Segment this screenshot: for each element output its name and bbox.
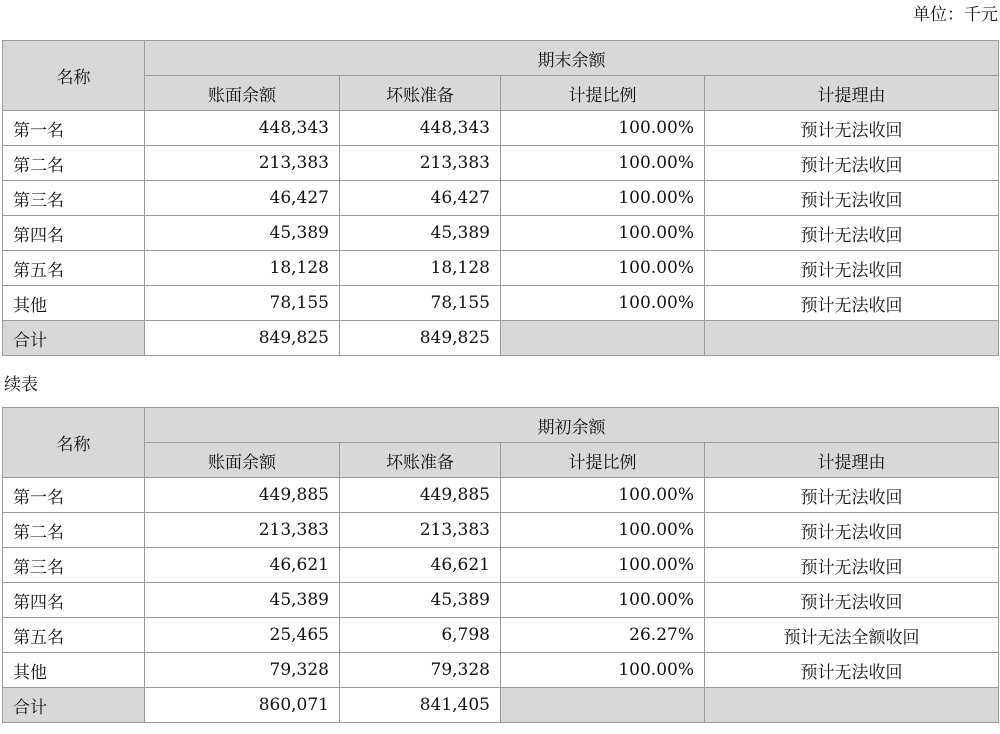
ratio-cell: 100.00% bbox=[501, 548, 705, 583]
ratio-header: 计提比例 bbox=[501, 76, 705, 111]
reason-header: 计提理由 bbox=[705, 443, 999, 478]
unit-label: 单位：千元 bbox=[913, 5, 998, 25]
total-book-balance: 860,071 bbox=[145, 688, 340, 723]
empty-cell bbox=[501, 321, 705, 356]
table-row bbox=[3, 583, 999, 618]
table-row bbox=[3, 653, 999, 688]
table-row bbox=[3, 286, 999, 321]
row-name: 第三名 bbox=[3, 181, 145, 216]
reason-cell: 预计无法收回 bbox=[705, 478, 999, 513]
book-balance-cell: 46,427 bbox=[145, 181, 340, 216]
table-row bbox=[3, 618, 999, 653]
bad-debt-header: 坏账准备 bbox=[340, 443, 501, 478]
total-label: 合计 bbox=[3, 688, 145, 723]
table-row bbox=[3, 216, 999, 251]
row-name: 第五名 bbox=[3, 618, 145, 653]
bad-debt-cell: 449,885 bbox=[340, 478, 501, 513]
book-balance-cell: 45,389 bbox=[145, 583, 340, 618]
ratio-cell: 100.00% bbox=[501, 478, 705, 513]
reason-cell: 预计无法收回 bbox=[705, 146, 999, 181]
bad-debt-cell: 213,383 bbox=[340, 513, 501, 548]
continued-label: 续表 bbox=[4, 375, 38, 395]
row-name: 第四名 bbox=[3, 216, 145, 251]
reason-cell: 预计无法收回 bbox=[705, 548, 999, 583]
row-name: 其他 bbox=[3, 286, 145, 321]
book-balance-cell: 78,155 bbox=[145, 286, 340, 321]
total-bad-debt: 849,825 bbox=[340, 321, 501, 356]
book-balance-cell: 449,885 bbox=[145, 478, 340, 513]
row-name: 其他 bbox=[3, 653, 145, 688]
ratio-cell: 100.00% bbox=[501, 653, 705, 688]
ratio-cell: 26.27% bbox=[501, 618, 705, 653]
table-row bbox=[3, 111, 999, 146]
book-balance-cell: 79,328 bbox=[145, 653, 340, 688]
ratio-cell: 100.00% bbox=[501, 583, 705, 618]
book-balance-header: 账面余额 bbox=[145, 76, 340, 111]
row-name: 第二名 bbox=[3, 513, 145, 548]
empty-cell bbox=[705, 321, 999, 356]
bad-debt-cell: 79,328 bbox=[340, 653, 501, 688]
ratio-cell: 100.00% bbox=[501, 251, 705, 286]
ratio-cell: 100.00% bbox=[501, 146, 705, 181]
opening-balance-table bbox=[2, 407, 999, 723]
total-bad-debt: 841,405 bbox=[340, 688, 501, 723]
reason-cell: 预计无法收回 bbox=[705, 111, 999, 146]
bad-debt-cell: 46,427 bbox=[340, 181, 501, 216]
name-column-header: 名称 bbox=[3, 41, 145, 111]
name-column-header: 名称 bbox=[3, 408, 145, 478]
bad-debt-cell: 45,389 bbox=[340, 216, 501, 251]
empty-cell bbox=[705, 688, 999, 723]
reason-cell: 预计无法收回 bbox=[705, 583, 999, 618]
total-row bbox=[3, 688, 999, 723]
reason-cell: 预计无法收回 bbox=[705, 286, 999, 321]
ratio-cell: 100.00% bbox=[501, 181, 705, 216]
reason-cell: 预计无法收回 bbox=[705, 181, 999, 216]
reason-cell: 预计无法全额收回 bbox=[705, 618, 999, 653]
ratio-cell: 100.00% bbox=[501, 111, 705, 146]
table-row bbox=[3, 181, 999, 216]
reason-cell: 预计无法收回 bbox=[705, 251, 999, 286]
table-row bbox=[3, 478, 999, 513]
table-row bbox=[3, 513, 999, 548]
book-balance-cell: 18,128 bbox=[145, 251, 340, 286]
reason-cell: 预计无法收回 bbox=[705, 513, 999, 548]
row-name: 第五名 bbox=[3, 251, 145, 286]
book-balance-cell: 213,383 bbox=[145, 513, 340, 548]
bad-debt-cell: 6,798 bbox=[340, 618, 501, 653]
book-balance-cell: 46,621 bbox=[145, 548, 340, 583]
ratio-cell: 100.00% bbox=[501, 513, 705, 548]
book-balance-cell: 213,383 bbox=[145, 146, 340, 181]
book-balance-cell: 448,343 bbox=[145, 111, 340, 146]
total-label: 合计 bbox=[3, 321, 145, 356]
ratio-cell: 100.00% bbox=[501, 286, 705, 321]
table-row bbox=[3, 251, 999, 286]
reason-cell: 预计无法收回 bbox=[705, 653, 999, 688]
row-name: 第一名 bbox=[3, 478, 145, 513]
group-header: 期初余额 bbox=[145, 408, 999, 443]
bad-debt-header: 坏账准备 bbox=[340, 76, 501, 111]
book-balance-cell: 25,465 bbox=[145, 618, 340, 653]
total-row bbox=[3, 321, 999, 356]
empty-cell bbox=[501, 688, 705, 723]
bad-debt-cell: 18,128 bbox=[340, 251, 501, 286]
row-name: 第三名 bbox=[3, 548, 145, 583]
ratio-cell: 100.00% bbox=[501, 216, 705, 251]
table-row bbox=[3, 146, 999, 181]
reason-header: 计提理由 bbox=[705, 76, 999, 111]
row-name: 第四名 bbox=[3, 583, 145, 618]
book-balance-header: 账面余额 bbox=[145, 443, 340, 478]
bad-debt-cell: 78,155 bbox=[340, 286, 501, 321]
bad-debt-cell: 213,383 bbox=[340, 146, 501, 181]
bad-debt-cell: 448,343 bbox=[340, 111, 501, 146]
bad-debt-cell: 46,621 bbox=[340, 548, 501, 583]
row-name: 第一名 bbox=[3, 111, 145, 146]
row-name: 第二名 bbox=[3, 146, 145, 181]
bad-debt-cell: 45,389 bbox=[340, 583, 501, 618]
reason-cell: 预计无法收回 bbox=[705, 216, 999, 251]
ratio-header: 计提比例 bbox=[501, 443, 705, 478]
table-row bbox=[3, 548, 999, 583]
book-balance-cell: 45,389 bbox=[145, 216, 340, 251]
total-book-balance: 849,825 bbox=[145, 321, 340, 356]
group-header: 期末余额 bbox=[145, 41, 999, 76]
closing-balance-table bbox=[2, 40, 999, 356]
